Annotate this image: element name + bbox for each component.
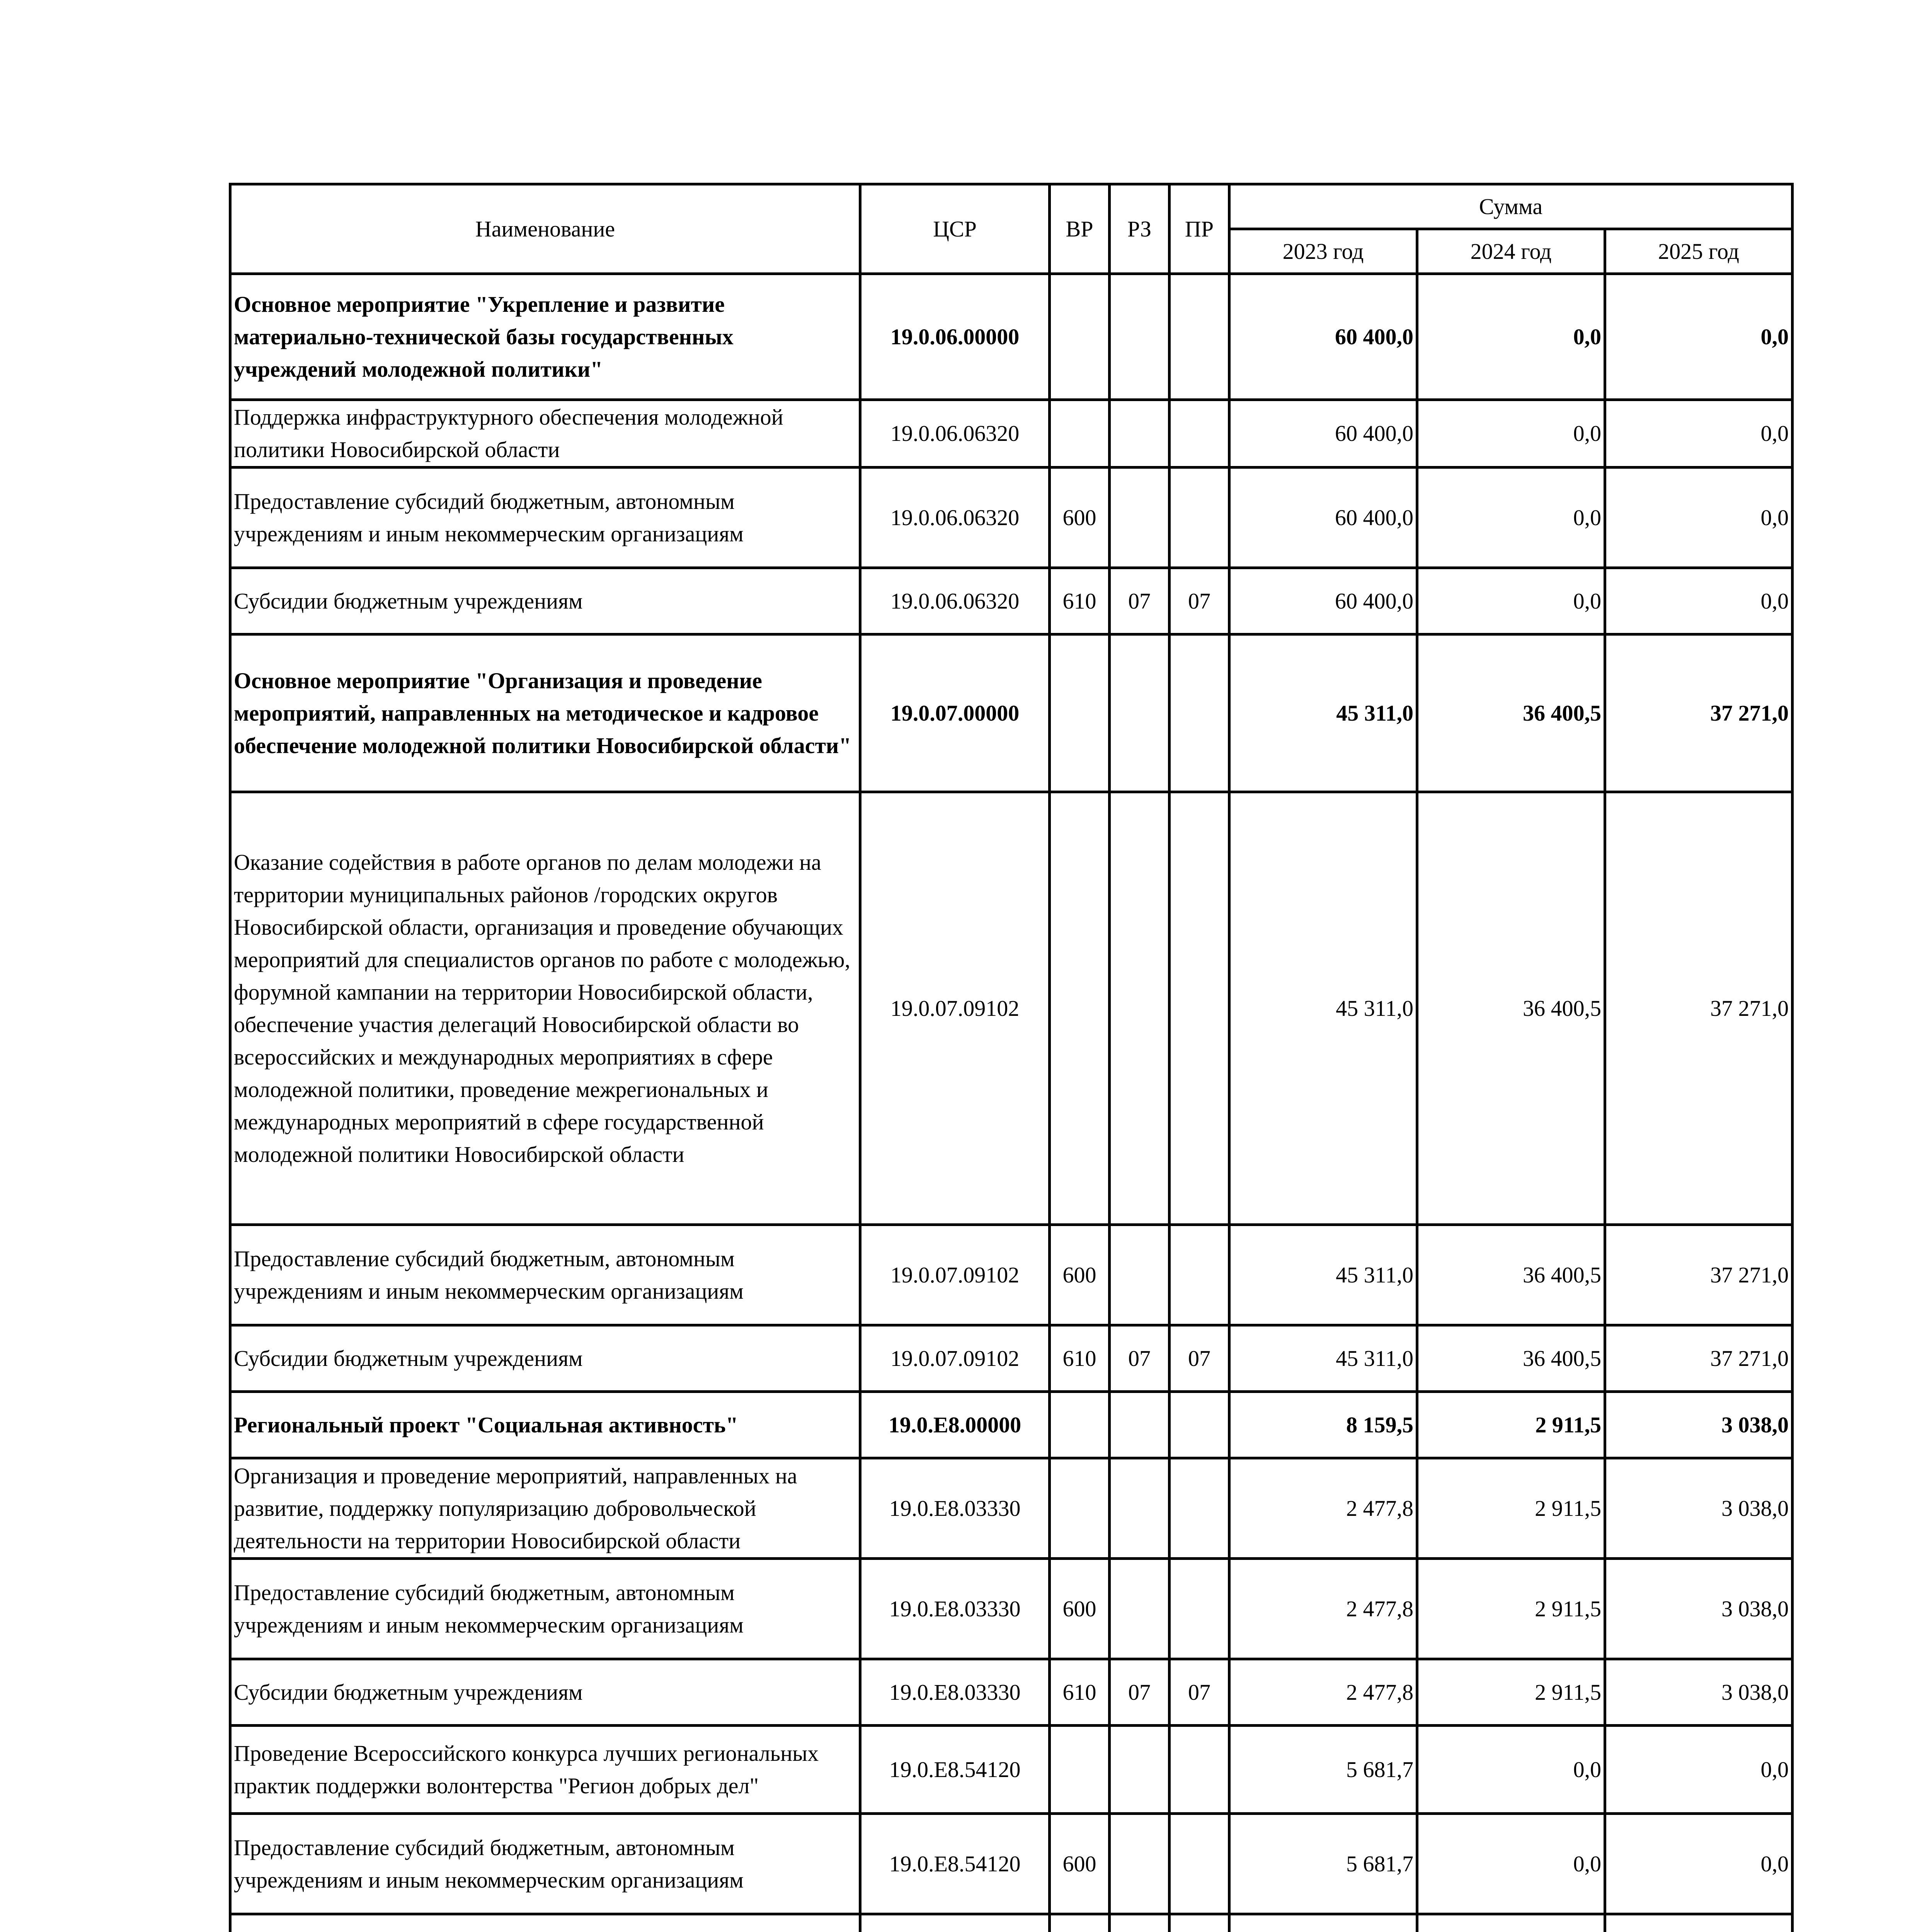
row-sum-2025: 3 038,0 — [1605, 1458, 1793, 1559]
row-csr: 19.0.E8.54120 — [860, 1814, 1050, 1914]
header-pr: ПР — [1170, 184, 1229, 274]
row-pr — [1170, 274, 1229, 400]
row-rz — [1110, 1559, 1170, 1659]
row-sum-2024: 0,0 — [1417, 568, 1605, 634]
row-rz — [1110, 1225, 1170, 1325]
table-row — [230, 1914, 1793, 1932]
row-name: Предоставление субсидий бюджетным, автономным учреждениям и иным некоммерческим организациям — [230, 1559, 860, 1659]
row-sum-2024: 2 911,5 — [1417, 1392, 1605, 1458]
row-vr — [1050, 634, 1110, 792]
row-pr — [1170, 400, 1229, 468]
row-vr: 610 — [1050, 1325, 1110, 1392]
row-sum-2024: 0,0 — [1417, 1814, 1605, 1914]
row-vr: 600 — [1050, 468, 1110, 568]
row-sum-2025: 37 271,0 — [1605, 792, 1793, 1225]
row-name: Субсидии бюджетным учреждениям — [230, 1659, 860, 1726]
row-sum-2025: 0,0 — [1605, 1726, 1793, 1814]
row-rz — [1110, 1726, 1170, 1814]
header-name: Наименование — [230, 184, 860, 274]
row-sum-2024: 2 911,5 — [1417, 1458, 1605, 1559]
row-sum-2023: 2 477,8 — [1229, 1659, 1417, 1726]
row-sum-2025: 0,0 — [1605, 468, 1793, 568]
budget-table — [229, 183, 1794, 1932]
row-name: Региональный проект "Социальная активность" — [230, 1392, 860, 1458]
row-csr: 19.0.E8.00000 — [860, 1392, 1050, 1458]
row-csr: 19.0.07.09102 — [860, 1225, 1050, 1325]
row-rz — [1110, 1458, 1170, 1559]
table-row — [230, 1458, 1793, 1559]
row-name: Поддержка инфраструктурного обеспечения молодежной политики Новосибирской области — [230, 400, 860, 468]
row-rz — [1110, 1914, 1170, 1932]
header-2025: 2025 год — [1605, 229, 1793, 274]
row-vr — [1050, 1914, 1110, 1932]
row-pr: 07 — [1170, 1325, 1229, 1392]
row-pr — [1170, 1914, 1229, 1932]
row-sum-2025 — [1605, 1914, 1793, 1932]
row-pr — [1170, 792, 1229, 1225]
row-csr: 19.0.06.06320 — [860, 468, 1050, 568]
header-row — [230, 184, 1793, 229]
table-row — [230, 634, 1793, 792]
row-rz — [1110, 468, 1170, 568]
row-vr: 600 — [1050, 1225, 1110, 1325]
row-sum-2024: 0,0 — [1417, 1726, 1605, 1814]
row-pr — [1170, 634, 1229, 792]
row-sum-2025: 0,0 — [1605, 1814, 1793, 1914]
row-name — [230, 1914, 860, 1932]
row-sum-2023: 45 311,0 — [1229, 792, 1417, 1225]
row-name: Субсидии бюджетным учреждениям — [230, 568, 860, 634]
row-sum-2024: 0,0 — [1417, 274, 1605, 400]
row-sum-2025: 0,0 — [1605, 274, 1793, 400]
row-sum-2023: 2 477,8 — [1229, 1559, 1417, 1659]
row-pr — [1170, 1458, 1229, 1559]
row-rz — [1110, 400, 1170, 468]
row-rz — [1110, 634, 1170, 792]
row-rz — [1110, 1392, 1170, 1458]
row-vr — [1050, 1392, 1110, 1458]
row-name: Основное мероприятие "Организация и проведение мероприятий, направленных на методическое и кадровое обеспечение молодежной политики Новосибирской области" — [230, 634, 860, 792]
row-rz: 07 — [1110, 568, 1170, 634]
row-sum-2025: 37 271,0 — [1605, 1325, 1793, 1392]
row-sum-2023: 8 159,5 — [1229, 1392, 1417, 1458]
row-sum-2024: 36 400,5 — [1417, 792, 1605, 1225]
row-pr: 07 — [1170, 1659, 1229, 1726]
row-csr: 19.0.06.06320 — [860, 400, 1050, 468]
row-sum-2024: 2 911,5 — [1417, 1559, 1605, 1659]
table-row — [230, 1392, 1793, 1458]
row-sum-2024: 36 400,5 — [1417, 634, 1605, 792]
row-vr: 610 — [1050, 568, 1110, 634]
row-sum-2023: 60 400,0 — [1229, 468, 1417, 568]
header-2024: 2024 год — [1417, 229, 1605, 274]
header-sum: Сумма — [1229, 184, 1793, 229]
row-name: Предоставление субсидий бюджетным, автономным учреждениям и иным некоммерческим организациям — [230, 1814, 860, 1914]
table-row — [230, 1659, 1793, 1726]
row-sum-2023: 45 311,0 — [1229, 1225, 1417, 1325]
row-name: Проведение Всероссийского конкурса лучших региональных практик поддержки волонтерства "Регион добрых дел" — [230, 1726, 860, 1814]
row-sum-2024 — [1417, 1914, 1605, 1932]
table-row — [230, 1225, 1793, 1325]
row-sum-2023: 45 311,0 — [1229, 1325, 1417, 1392]
row-sum-2025: 0,0 — [1605, 400, 1793, 468]
row-name: Предоставление субсидий бюджетным, автономным учреждениям и иным некоммерческим организациям — [230, 468, 860, 568]
row-sum-2024: 0,0 — [1417, 400, 1605, 468]
row-sum-2023: 5 681,7 — [1229, 1726, 1417, 1814]
row-sum-2023 — [1229, 1914, 1417, 1932]
row-csr: 19.0.E8.03330 — [860, 1659, 1050, 1726]
row-sum-2025: 37 271,0 — [1605, 1225, 1793, 1325]
row-sum-2025: 3 038,0 — [1605, 1659, 1793, 1726]
header-rz: РЗ — [1110, 184, 1170, 274]
row-csr: 19.0.06.06320 — [860, 568, 1050, 634]
header-csr: ЦСР — [860, 184, 1050, 274]
table-row — [230, 1814, 1793, 1914]
row-name: Оказание содействия в работе органов по делам молодежи на территории муниципальных районов /городских округов Новосибирской области, организация и проведение обучающих мероприятий для специалистов органов по работе с молодежью, форумной кампании на территории Новосибирской области, обеспечение участия делегаций Новосибирской области во всероссийских и международных мероприятиях в сфере молодежной политики, проведение межрегиональных и международных мероприятий в сфере государственной молодежной политики Новосибирской области — [230, 792, 860, 1225]
row-name: Организация и проведение мероприятий, направленных на развитие, поддержку популяризацию добровольческой деятельности на территории Новосибирской области — [230, 1458, 860, 1559]
table-row — [230, 1559, 1793, 1659]
row-csr: 19.0.06.00000 — [860, 274, 1050, 400]
row-sum-2025: 37 271,0 — [1605, 634, 1793, 792]
table-row — [230, 792, 1793, 1225]
row-sum-2024: 2 911,5 — [1417, 1659, 1605, 1726]
row-pr — [1170, 1726, 1229, 1814]
row-pr — [1170, 1814, 1229, 1914]
table-row — [230, 568, 1793, 634]
row-csr: 19.0.07.09102 — [860, 792, 1050, 1225]
row-sum-2025: 3 038,0 — [1605, 1559, 1793, 1659]
row-pr: 07 — [1170, 568, 1229, 634]
row-name: Предоставление субсидий бюджетным, автономным учреждениям и иным некоммерческим организациям — [230, 1225, 860, 1325]
row-rz — [1110, 274, 1170, 400]
row-csr: 19.0.E8.03330 — [860, 1458, 1050, 1559]
row-sum-2025: 3 038,0 — [1605, 1392, 1793, 1458]
row-rz: 07 — [1110, 1659, 1170, 1726]
row-csr: 19.0.07.09102 — [860, 1325, 1050, 1392]
row-sum-2024: 36 400,5 — [1417, 1225, 1605, 1325]
row-sum-2024: 36 400,5 — [1417, 1325, 1605, 1392]
row-pr — [1170, 1559, 1229, 1659]
row-sum-2023: 60 400,0 — [1229, 568, 1417, 634]
table-row — [230, 400, 1793, 468]
row-csr: 19.0.07.00000 — [860, 634, 1050, 792]
row-vr — [1050, 274, 1110, 400]
header-2023: 2023 год — [1229, 229, 1417, 274]
row-sum-2023: 5 681,7 — [1229, 1814, 1417, 1914]
table-row — [230, 274, 1793, 400]
row-csr: 19.0.E8.54120 — [860, 1726, 1050, 1814]
row-pr — [1170, 1225, 1229, 1325]
row-pr — [1170, 1392, 1229, 1458]
table-row — [230, 468, 1793, 568]
row-sum-2023: 2 477,8 — [1229, 1458, 1417, 1559]
row-vr — [1050, 1726, 1110, 1814]
row-sum-2023: 60 400,0 — [1229, 274, 1417, 400]
header-vr: ВР — [1050, 184, 1110, 274]
row-name: Основное мероприятие "Укрепление и развитие материально-технической базы государственных учреждений молодежной политики" — [230, 274, 860, 400]
row-csr: 19.0.E8.03330 — [860, 1559, 1050, 1659]
row-vr: 610 — [1050, 1659, 1110, 1726]
row-vr — [1050, 1458, 1110, 1559]
row-rz — [1110, 792, 1170, 1225]
row-vr — [1050, 400, 1110, 468]
row-vr — [1050, 792, 1110, 1225]
row-sum-2024: 0,0 — [1417, 468, 1605, 568]
table-row — [230, 1325, 1793, 1392]
row-name: Субсидии бюджетным учреждениям — [230, 1325, 860, 1392]
row-sum-2025: 0,0 — [1605, 568, 1793, 634]
table-row — [230, 1726, 1793, 1814]
row-rz — [1110, 1814, 1170, 1914]
row-sum-2023: 60 400,0 — [1229, 400, 1417, 468]
row-sum-2023: 45 311,0 — [1229, 634, 1417, 792]
row-vr: 600 — [1050, 1559, 1110, 1659]
row-pr — [1170, 468, 1229, 568]
row-rz: 07 — [1110, 1325, 1170, 1392]
row-vr: 600 — [1050, 1814, 1110, 1914]
row-csr — [860, 1914, 1050, 1932]
